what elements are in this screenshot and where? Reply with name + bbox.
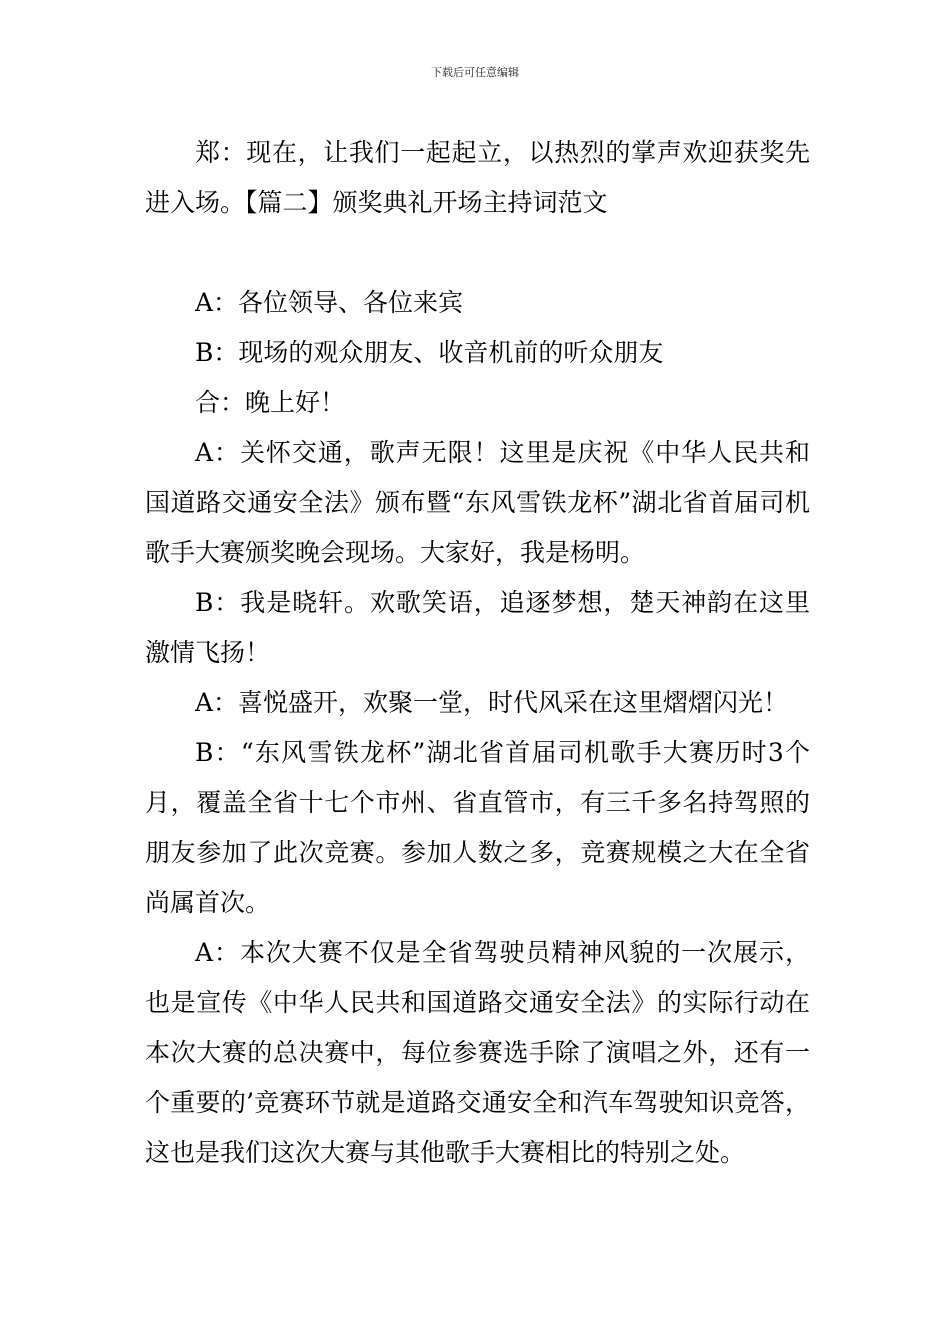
paragraph-together: 合：晚上好！ [195,388,346,417]
paragraph-b-greeting: B：现场的观众朋友、收音机前的听众朋友 [195,338,664,367]
paragraph-b-intro: B：我是晓轩。欢歌笑语，追逐梦想，楚天神韵在这里激情飞扬！ [145,588,810,667]
header-note: 下载后可任意编辑 [431,66,519,79]
paragraph-opening: 郑：现在，让我们一起起立，以热烈的掌声欢迎获奖先进入场。【篇二】颁奖典礼开场主持词范文 [145,138,810,217]
paragraph-a-contest: A：本次大赛不仅是全省驾驶员精神风貌的一次展示，也是宣传《中华人民共和国道路交通安全法》的实际行动在本次大赛的总决赛中，每位参赛选手除了演唱之外，还有一个重要的’竞赛环节就是道路交通安全和汽车驾驶知识竞答，这也是我们这次大赛与其他歌手大赛相比的特别之处。 [145,938,810,1167]
paragraph-a-intro: A：关怀交通，歌声无限！这里是庆祝《中华人民共和国道路交通安全法》颁布暨“东风雪铁龙杯”湖北省首届司机歌手大赛颁奖晚会现场。大家好，我是杨明。 [145,438,810,567]
paragraph-a-joy: A：喜悦盛开，欢聚一堂，时代风采在这里熠熠闪光！ [195,688,789,717]
document-body [145,128,810,1178]
paragraph-b-contest: B：“东风雪铁龙杯”湖北省首届司机歌手大赛历时3个月，覆盖全省十七个市州、省直管市，有三千多名持驾照的朋友参加了此次竞赛。参加人数之多，竞赛规模之大在全省尚属首次。 [145,738,810,917]
paragraph-a-greeting: A：各位领导、各位来宾 [195,288,464,317]
paragraph-gap [145,228,810,278]
